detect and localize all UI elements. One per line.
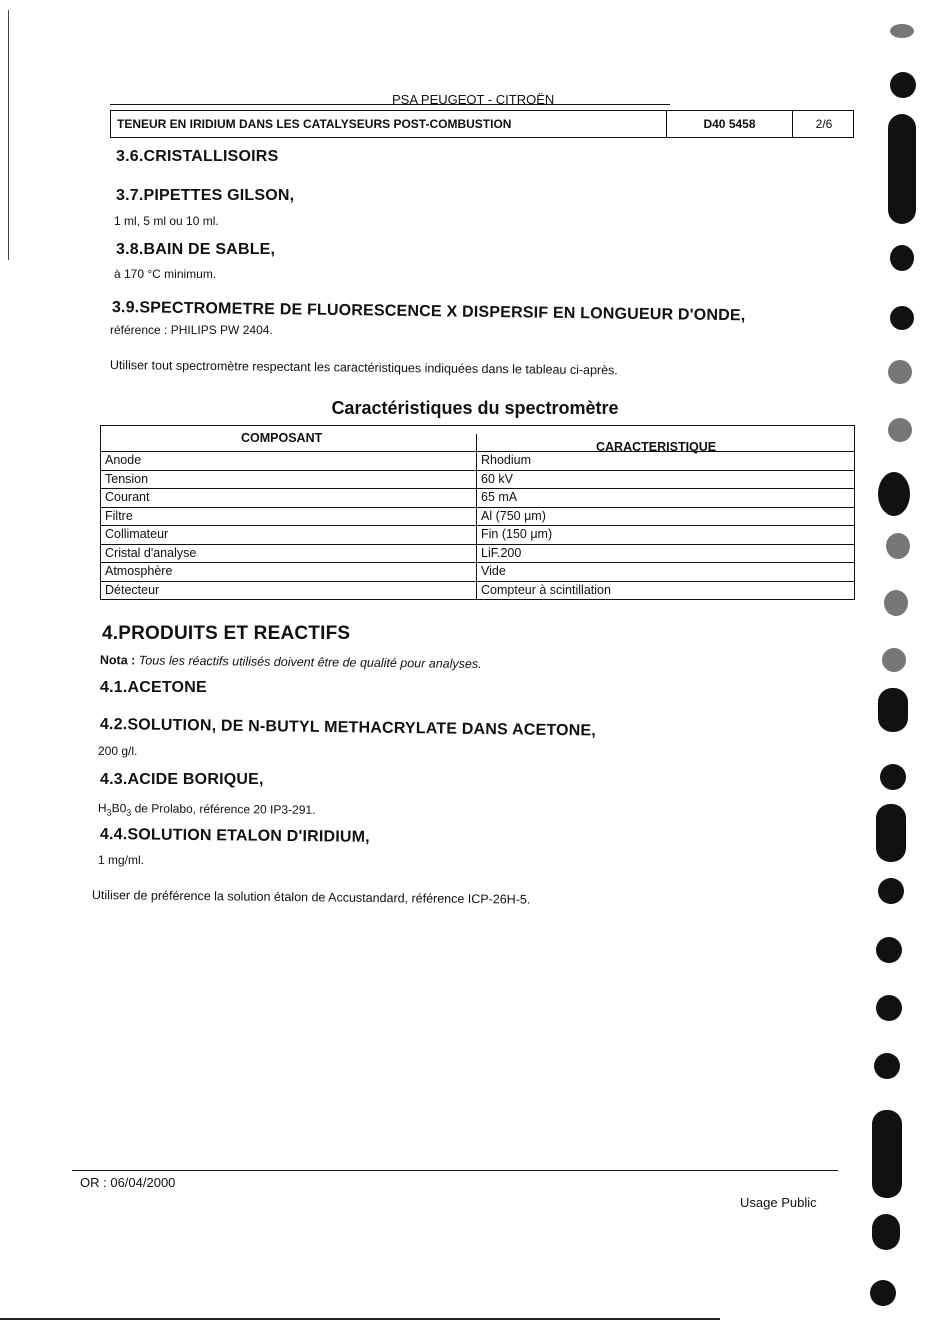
bottom-scan-line [0,1318,720,1320]
binder-hole [870,1280,896,1306]
binder-hole [882,648,906,672]
document-number: D40 5458 [667,111,793,137]
detail-3-7: 1 ml, 5 ml ou 10 ml. [114,214,219,228]
heading-4-3: 4.3.ACIDE BORIQUE, [100,771,264,788]
note-3-9: Utiliser tout spectromètre respectant les caractéristiques indiquées dans le tableau ci-après. [109,358,618,378]
nota-line [100,653,482,671]
binder-hole [874,1053,900,1079]
row-caracteristique: Al (750 μm) [481,508,546,523]
binder-hole [888,360,912,384]
spec-table-header [101,426,854,452]
column-header-caracteristique: CARACTERISTIQUE [596,440,717,454]
binder-hole [886,533,910,559]
table-row [101,489,854,508]
nota-text: Tous les réactifs utilisés doivent être de qualité pour analyses. [138,653,482,671]
column-header-composant: COMPOSANT [241,431,323,445]
binder-hole [876,804,906,862]
row-caracteristique: Compteur à scintillation [481,582,611,597]
heading-3-9: 3.9.SPECTROMETRE DE FLUORESCENCE X DISPERSIF EN LONGUEUR D'ONDE, [111,299,746,325]
table-row [101,563,854,582]
binder-hole [876,937,902,963]
formula-h: H [97,801,107,816]
heading-4-2: 4.2.SOLUTION, DE N-BUTYL METHACRYLATE DANS ACETONE, [99,716,597,740]
spec-table [100,425,855,600]
row-caracteristique: 65 mA [481,490,518,504]
company-name: PSA PEUGEOT - CITROËN [392,92,555,107]
heading-4-1: 4.1.ACETONE [100,679,207,696]
row-composant: Détecteur [105,582,160,597]
footer-rule [72,1170,838,1171]
header-rule [110,104,670,105]
page-number: 2/6 [815,117,833,131]
binder-hole [890,306,914,330]
heading-3-8: 3.8.BAIN DE SABLE, [116,241,276,258]
row-composant: Courant [105,490,150,504]
binder-hole [888,114,916,224]
table-row [101,582,854,600]
table-row [101,471,854,490]
row-composant: Tension [105,471,149,486]
heading-3-7: 3.7.PIPETTES GILSON, [116,187,295,204]
table-row [101,508,854,527]
formula-sub: 3 [126,807,132,818]
heading-4-4: 4.4.SOLUTION ETALON D'IRIDIUM, [99,826,370,846]
footer-usage: Usage Public [740,1195,817,1210]
scan-edge-line [8,10,9,260]
row-caracteristique: Fin (150 μm) [481,527,553,541]
row-caracteristique: Rhodium [481,453,532,467]
detail-4-3 [98,801,316,819]
binder-hole [872,1214,900,1250]
row-composant: Filtre [105,508,133,523]
heading-3-6: 3.6.CRISTALLISOIRS [116,148,279,165]
binder-hole [890,245,914,271]
detail-4-3-text: de Prolabo, référence 20 IP3-291. [131,801,316,817]
binder-hole [878,688,908,732]
binder-hole [878,472,910,516]
nota-label: Nota : [99,653,136,668]
table-row [101,526,854,545]
binder-hole [890,72,916,98]
binder-hole [888,418,912,442]
binder-hole [872,1110,902,1198]
detail-4-4: 1 mg/ml. [98,853,145,867]
detail-3-9: référence : PHILIPS PW 2404. [110,323,273,337]
row-composant: Collimateur [105,527,169,541]
row-caracteristique: Vide [481,564,506,578]
table-row [101,452,854,471]
formula-b: B0 [111,801,127,816]
note-4-4: Utiliser de préférence la solution étalon de Accustandard, référence ICP-26H-5. [91,888,531,907]
row-composant: Atmosphère [105,564,173,578]
binder-hole [884,590,908,616]
detail-3-8: à 170 °C minimum. [114,267,217,281]
heading-4: 4.PRODUITS ET REACTIFS [102,623,351,644]
binder-hole [890,24,914,38]
table-row [101,545,854,564]
row-caracteristique: 60 kV [481,471,513,486]
binder-hole [876,995,902,1021]
spec-table-title: Caractéristiques du spectromètre [331,398,619,418]
row-caracteristique: LiF.200 [481,545,522,560]
binder-hole [878,878,904,904]
row-composant: Anode [105,453,142,467]
footer-date: OR : 06/04/2000 [80,1175,176,1190]
formula-sub: 3 [106,807,112,818]
header-table [110,110,854,138]
binder-hole [880,764,906,790]
document-title: TENEUR EN IRIDIUM DANS LES CATALYSEURS POST-COMBUSTION [111,111,667,137]
row-composant: Cristal d'analyse [105,545,197,560]
detail-4-2: 200 g/l. [98,744,138,758]
